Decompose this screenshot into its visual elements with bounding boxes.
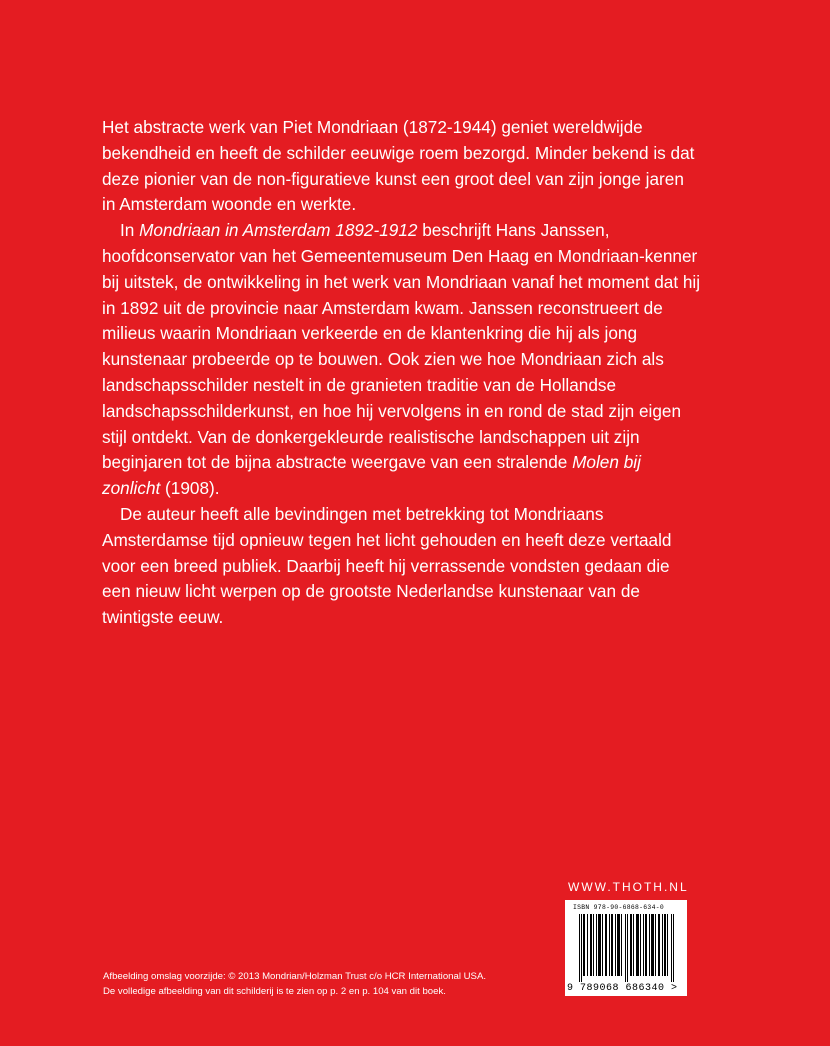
publisher-url: WWW.THOTH.NL — [568, 880, 689, 894]
book-title: Mondriaan in Amsterdam 1892-1912 — [139, 220, 418, 241]
back-cover-blurb — [102, 115, 702, 631]
blurb-paragraph-1: Het abstracte werk van Piet Mondriaan (1872-1944) geniet wereldwijde bekendheid en heeft de schilder eeuwige roem bezorgd. Minder bekend is dat deze pionier van de non-figuratieve kunst een groot deel van zijn jonge jaren in Amsterdam woonde en werkte. — [102, 117, 695, 215]
blurb-paragraph-3: De auteur heeft alle bevindingen met betrekking tot Mondriaans Amsterdamse tijd opnieuw tegen het licht gehouden en heeft deze vertaald voor een breed publiek. Daarbij heeft hij verrassende vondsten gedaan die een nieuw licht werpen op de grootste Nederlandse kunstenaar van de twintigste eeuw. — [102, 503, 672, 628]
isbn-barcode — [565, 900, 687, 996]
blurb-p2-end: (1908). — [160, 478, 220, 499]
credit-line-2: De volledige afbeelding van dit schilderij is te zien op p. 2 en p. 104 van dit boek. — [103, 986, 446, 997]
barcode-bars — [579, 914, 675, 982]
isbn-label: ISBN 978-90-6868-634-0 — [573, 904, 664, 911]
barcode-digits: 9 789068 686340 > — [567, 983, 678, 994]
blurb-p2-intro: In — [120, 220, 140, 241]
credit-line-1: Afbeelding omslag voorzijde: © 2013 Mondrian/Holzman Trust c/o HCR International USA. — [103, 971, 487, 982]
image-credits — [103, 969, 486, 999]
painting-title: Molen bij zonlicht — [102, 452, 641, 499]
blurb-paragraph-2 — [102, 218, 702, 502]
blurb-p2-body: beschrijft Hans Janssen, hoofdconservator van het Gemeentemuseum Den Haag en Mondriaan-kenner bij uitstek, de ontwikkeling in het werk van Mondriaan vanaf het moment dat hij in 1892 uit de provincie naar Amsterdam kwam. Janssen reconstrueert de milieus waarin Mondriaan verkeerde en de klantenkring die hij als jong kunstenaar probeerde op te bouwen. Ook zien we hoe Mondriaan zich als landschapsschilder nestelt in de granieten traditie van de Hollandse landschapsschilderkunst, en hoe hij vervolgens in en rond de stad zijn eigen stijl ontdekt. Van de donkergekleurde realistische landschappen uit zijn beginjaren tot de bijna abstracte weergave van een stralende — [102, 220, 701, 473]
